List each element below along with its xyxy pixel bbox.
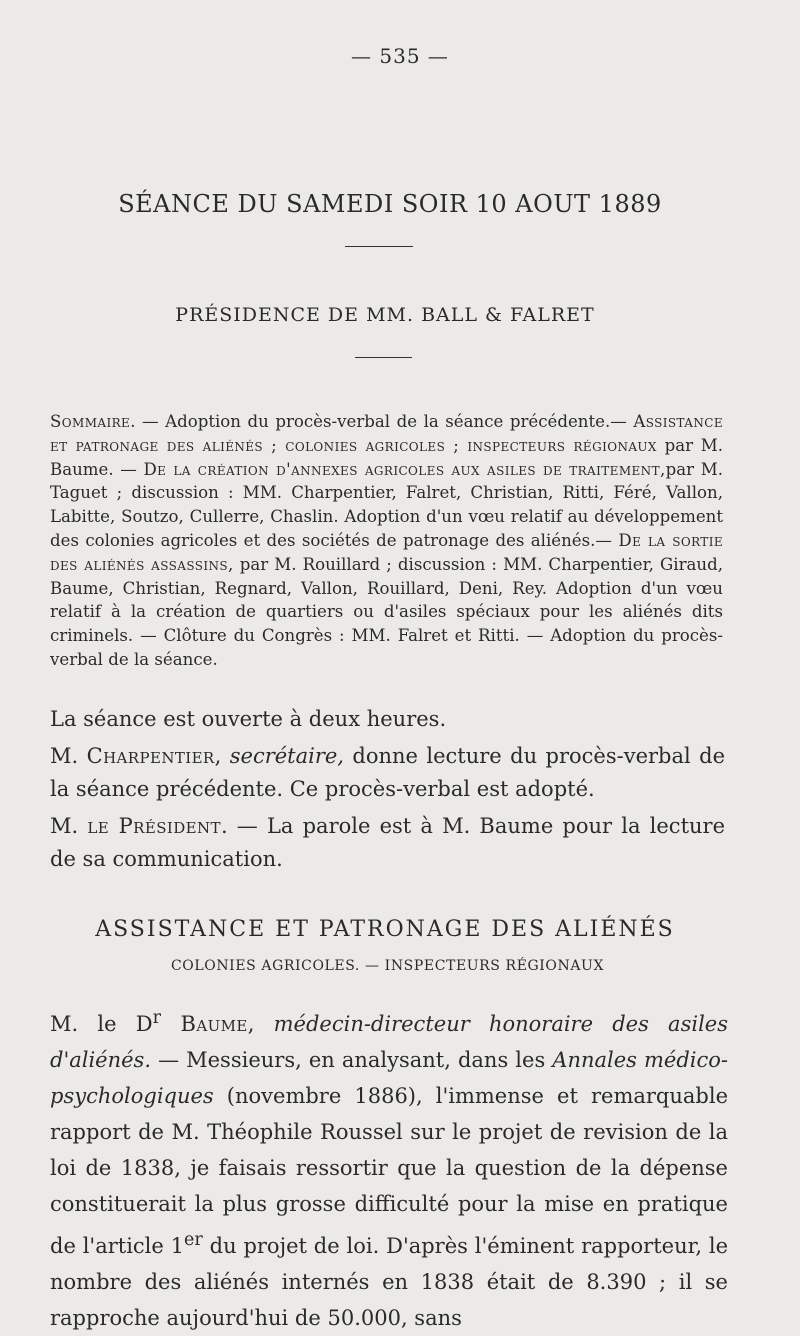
- section-subheading: COLONIES AGRICOLES. — INSPECTEURS RÉGIONAUX: [170, 958, 605, 974]
- speaker-prefix: M. le D: [50, 1012, 153, 1036]
- summary-text: . — Adoption du procès-verbal de la séance précédente.—: [130, 412, 634, 431]
- speaker-name: le Président: [87, 814, 221, 838]
- divider: [345, 246, 413, 247]
- superscript: r: [152, 1008, 161, 1028]
- divider: [355, 357, 412, 358]
- superscript: er: [184, 1230, 203, 1250]
- paragraph-text: donne lecture du procès-verbal de la séance précédente. Ce procès-verbal est adopté.: [50, 744, 725, 801]
- summary-topic: De la création d'annexes agricoles aux asiles de traitement,: [143, 459, 666, 479]
- paragraph-text: (novembre 1886), l'immense et remarquable rapport de M. Théophile Roussel sur le projet de revision de la loi de 1838, je faisais ressortir que la question de la dépense constituerait la plus grosse difficulté pour la mise en pratique de l'article 1: [50, 1084, 728, 1258]
- speaker-role: médecin-directeur honoraire des asiles d'aliénés.: [50, 1012, 728, 1072]
- summary-text: par M. Rouillard ; discussion : MM. Charpentier, Giraud, Baume, Christian, Regnard, Vallon, Rouillard, Deni, Rey. Adoption d'un vœu relatif à la création de quartiers ou d'asiles spéciaux pour les aliénés dits criminels. — Clôture du Congrès : MM. Falret et Ritti. — Adoption du procès-verbal de la séance.: [50, 554, 723, 669]
- summary-label: Sommaire: [50, 412, 131, 431]
- president-paragraph: [50, 810, 725, 876]
- paragraph-text: . — La parole est à M. Baume pour la lecture de sa communication.: [50, 814, 725, 871]
- section-heading: ASSISTANCE ET PATRONAGE DES ALIÉNÉS: [95, 917, 675, 942]
- speaker-role: secrétaire,: [229, 744, 344, 768]
- journal-title: Annales médico-psychologiques: [50, 1048, 728, 1108]
- speaker-prefix: M.: [50, 814, 88, 838]
- summary-block: [50, 410, 723, 672]
- speaker-prefix: M.: [50, 744, 87, 768]
- summary-topic: De la sortie des aliénés assassins,: [50, 530, 723, 574]
- speaker-name: Baume: [160, 1012, 248, 1036]
- session-title: SÉANCE DU SAMEDI SOIR 10 AOUT 1889: [118, 190, 662, 218]
- page-number: — 535 —: [351, 44, 449, 68]
- minutes-paragraph: M. Charpentier, secrétaire, donne lecture du procès-verbal de la séance précédente. Ce procès-verbal est adopté.: [50, 744, 725, 801]
- paragraph-text: — Messieurs, en analysant, dans les: [151, 1048, 553, 1072]
- summary-text: par M. Taguet ; discussion : MM. Charpentier, Falret, Christian, Ritti, Féré, Vallon, Labitte, Soutzo, Cullerre, Chaslin. Adoption d'un vœu relatif au développement des colonies agricoles et des sociétés de patronage des aliénés.—: [50, 459, 723, 550]
- summary-topic: Assistance et patronage des aliénés ; colonies agricoles ; inspecteurs régionaux: [50, 412, 723, 455]
- communication-paragraph: [50, 1000, 728, 1336]
- paragraph-text: du projet de loi. D'après l'éminent rapporteur, le nombre des aliénés internés en 1838 était de 8.390 ; il se rapproche aujourd'hui de 50.000, sans: [50, 1234, 728, 1330]
- speaker-name: Charpentier: [86, 744, 215, 768]
- separator: ,: [247, 1012, 274, 1036]
- opening-paragraph: La séance est ouverte à deux heures.: [50, 707, 447, 731]
- presidency-line: PRÉSIDENCE DE MM. BALL & FALRET: [175, 304, 595, 326]
- summary-text: par M. Baume. —: [50, 435, 723, 479]
